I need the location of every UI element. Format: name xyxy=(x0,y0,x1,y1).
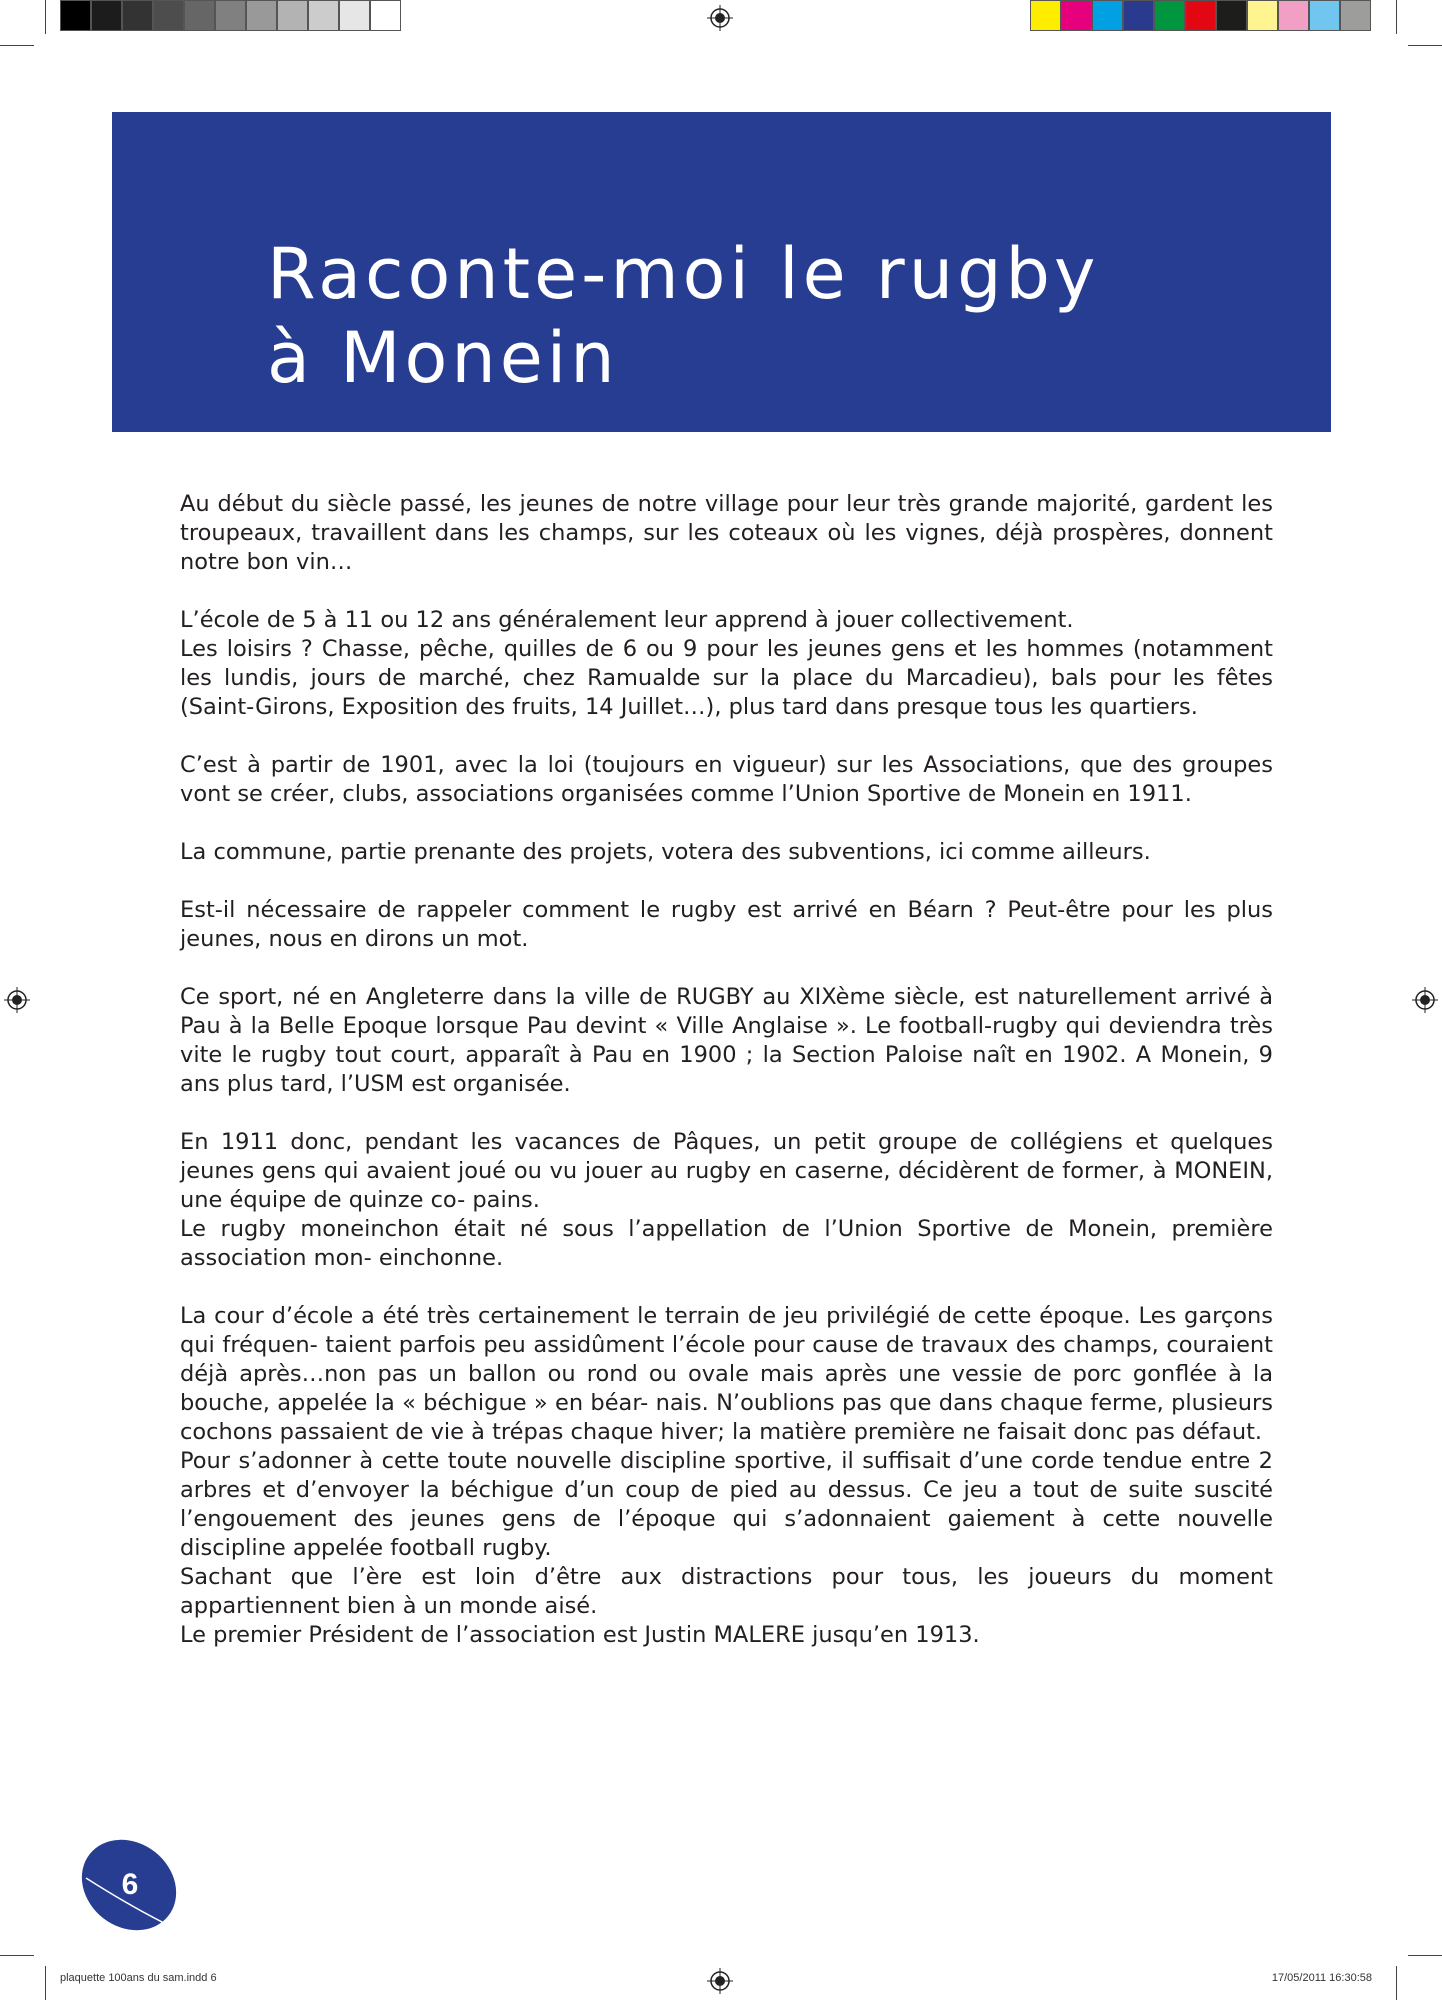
text-line: Ce sport, né en Angleterre dans la ville de RUGBY au XIXème siècle, est naturellement arrivé à Pau à la Belle Epoque lorsque Pau devint « Ville Anglaise ». Le football-rugby qui deviendra très vite le rugby tout court, apparaît à Pau en 1900 ; la Section Paloise naît en 1902. A Monein, 9 ans plus tard, l’USM est organisée. xyxy=(180,984,1273,1097)
paragraph xyxy=(180,490,1273,577)
color-swatch xyxy=(1340,0,1371,31)
crop-mark-top-right-v xyxy=(1396,0,1397,34)
slug-timestamp: 17/05/2011 16:30:58 xyxy=(1271,1972,1372,1984)
crop-mark-bottom-left-v xyxy=(45,1966,46,2000)
paragraph xyxy=(180,896,1273,954)
crop-mark-bottom-right-v xyxy=(1396,1966,1397,2000)
color-swatch xyxy=(246,0,277,31)
text-line: Les loisirs ? Chasse, pêche, quilles de 6 ou 9 pour les jeunes gens et les hommes (notamment les lundis, jours de marché, chez Ramualde sur la place du Marcadieu), bals pour les fêtes (Saint-Girons, Exposition des fruits, 14 Juillet…), plus tard dans presque tous les quartiers. xyxy=(180,636,1273,720)
color-swatch xyxy=(308,0,339,31)
text-line: Le rugby moneinchon était né sous l’appellation de l’Union Sportive de Monein, première association mon- einchonne. xyxy=(180,1216,1273,1271)
color-swatch xyxy=(60,0,91,31)
color-swatch xyxy=(370,0,401,31)
paragraph xyxy=(180,1128,1273,1273)
text-line: Au début du siècle passé, les jeunes de notre village pour leur très grande majorité, gardent les troupeaux, travaillent dans les champs, sur les coteaux où les vignes, déjà prospères, donnent notre bon vin… xyxy=(180,491,1273,575)
color-swatch xyxy=(91,0,122,31)
color-swatch xyxy=(153,0,184,31)
color-swatch xyxy=(1092,0,1123,31)
registration-mark-right-icon xyxy=(1412,987,1438,1013)
text-line: La commune, partie prenante des projets, votera des subventions, ici comme ailleurs. xyxy=(180,839,1151,865)
color-swatch xyxy=(277,0,308,31)
paragraph xyxy=(180,838,1273,867)
color-swatch xyxy=(1061,0,1092,31)
color-swatch xyxy=(184,0,215,31)
text-line: En 1911 donc, pendant les vacances de Pâques, un petit groupe de collégiens et quelques jeunes gens qui avaient joué ou vu jouer au rugby en caserne, décidèrent de former, à MONEIN, une équipe de quinze co- pains. xyxy=(180,1129,1273,1213)
color-swatch xyxy=(1278,0,1309,31)
page-title-line-1: Raconte-moi le rugby xyxy=(267,233,1100,315)
color-swatch xyxy=(215,0,246,31)
grayscale-color-bar xyxy=(60,0,401,34)
registration-mark-top-icon xyxy=(707,5,733,31)
page-title-line-2: à Monein xyxy=(267,317,619,399)
process-color-bar xyxy=(1030,0,1371,34)
text-line: L’école de 5 à 11 ou 12 ans généralement leur apprend à jouer collectivement. xyxy=(180,607,1074,633)
text-line: Est-il nécessaire de rappeler comment le rugby est arrivé en Béarn ? Peut-être pour les plus jeunes, nous en dirons un mot. xyxy=(180,897,1273,952)
crop-mark-top-left-h xyxy=(0,45,34,46)
crop-mark-top-right-h xyxy=(1408,45,1442,46)
color-swatch xyxy=(1309,0,1340,31)
paragraph xyxy=(180,1302,1273,1650)
paragraph xyxy=(180,606,1273,722)
color-swatch xyxy=(339,0,370,31)
text-line: Sachant que l’ère est loin d’être aux distractions pour tous, les joueurs du moment appartiennent bien à un monde aisé. xyxy=(180,1564,1273,1619)
text-line: C’est à partir de 1901, avec la loi (toujours en vigueur) sur les Associations, que des groupes vont se créer, clubs, associations organisées comme l’Union Sportive de Monein en 1911. xyxy=(180,752,1273,807)
color-swatch xyxy=(1216,0,1247,31)
text-line: Pour s’adonner à cette toute nouvelle discipline sportive, il suffisait d’une corde tendue entre 2 arbres et d’envoyer la béchigue d’un coup de pied au dessus. Ce jeu a tout de suite suscité l’engouement des jeunes gens de l’époque qui s’adonnaient gaiement à cette nouvelle discipline appelée football rugby. xyxy=(180,1448,1273,1561)
color-swatch xyxy=(1154,0,1185,31)
color-swatch xyxy=(1185,0,1216,31)
registration-mark-bottom-icon xyxy=(707,1968,733,1994)
color-swatch xyxy=(1123,0,1154,31)
crop-mark-bottom-left-h xyxy=(0,1955,34,1956)
text-line: La cour d’école a été très certainement le terrain de jeu privilégié de cette époque. Les garçons qui fréquen- taient parfois peu assidûment l’école pour cause de travaux des champs, couraient déjà après…non pas un ballon ou rond ou ovale mais après une vessie de porc gonflée à la bouche, appelée la « béchigue » en béar- nais. N’oublions pas que dans chaque ferme, plusieurs cochons passaient de vie à trépas chaque hiver; la matière première ne faisait donc pas défaut. xyxy=(180,1303,1273,1445)
crop-mark-bottom-right-h xyxy=(1408,1955,1442,1956)
crop-mark-top-left-v xyxy=(45,0,46,34)
paragraph xyxy=(180,751,1273,809)
color-swatch xyxy=(1030,0,1061,31)
slug-filename: plaquette 100ans du sam.indd 6 xyxy=(60,1972,217,1984)
page-title xyxy=(267,232,1099,400)
page-number: 6 xyxy=(121,1868,139,1901)
color-swatch xyxy=(1247,0,1278,31)
paragraph xyxy=(180,983,1273,1099)
registration-mark-left-icon xyxy=(4,987,30,1013)
article-body xyxy=(180,490,1273,1679)
text-line: Le premier Président de l’association est Justin MALERE jusqu’en 1913. xyxy=(180,1622,980,1648)
title-banner xyxy=(112,112,1331,432)
color-swatch xyxy=(122,0,153,31)
